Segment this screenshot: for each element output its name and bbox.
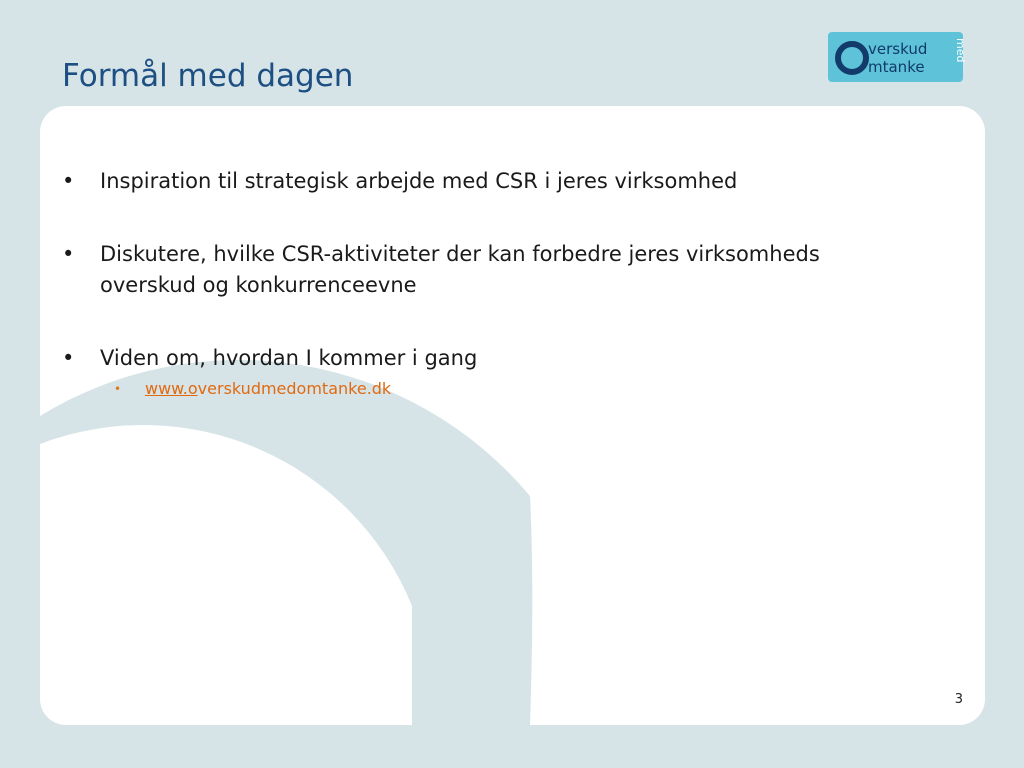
logo-line2: mtanke [868,58,925,76]
bullet-item-1 [62,166,862,197]
overskud-med-omtanke-logo [828,32,967,82]
content-panel [40,106,985,725]
website-link[interactable] [145,379,391,398]
page-number: 3 [954,692,963,707]
bullet-text: Viden om, hvordan I kommer i gang [100,346,478,370]
link-prefix[interactable]: www.o [145,379,198,398]
link-rest[interactable]: verskudmedomtanke.dk [197,379,392,398]
bullet-marker: • [62,169,75,193]
logo-graphic [828,32,967,82]
sub-bullet-marker: • [114,382,122,396]
bullet-text: Inspiration til strategisk arbejde med CSR i jeres virksomhed [100,169,738,193]
bullet-item-2 [62,239,862,301]
bullet-text: Diskutere, hvilke CSR-aktiviteter der kan forbedre jeres virksomheds overskud og konkurrenceevne [100,242,820,297]
bullet-marker: • [62,242,75,266]
logo-vertical-med: med [954,38,967,63]
logo-line1: verskud [868,40,928,58]
bullet-item-3 [62,343,862,374]
bullet-marker: • [62,346,75,370]
bullet-list [40,106,985,725]
sub-bullet-item [114,378,391,400]
slide-title: Formål med dagen [62,58,354,94]
logo-o-ring [838,44,866,72]
